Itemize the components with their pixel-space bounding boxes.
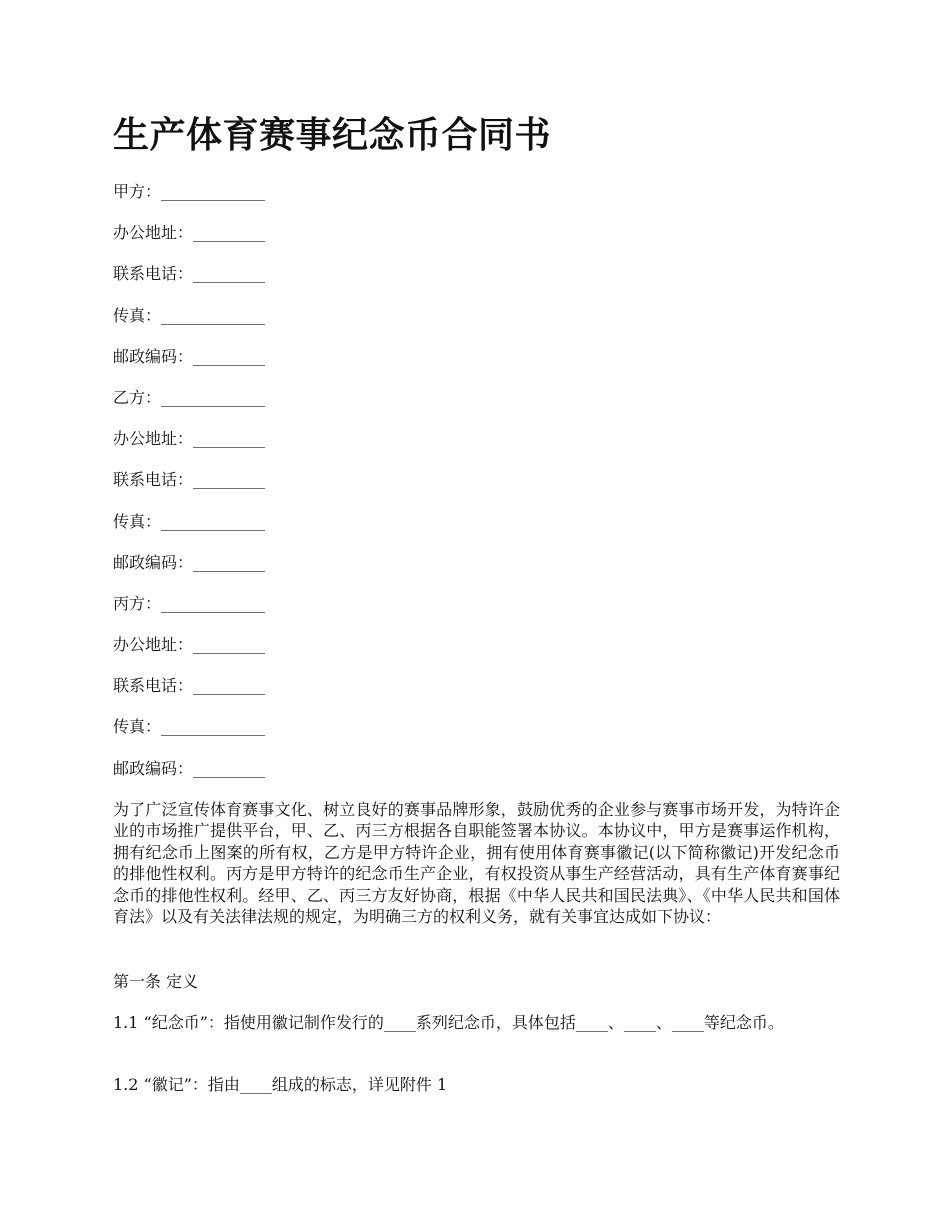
document-title: 生产体育赛事纪念币合同书: [113, 114, 552, 156]
field-blank: _________: [193, 264, 266, 284]
field-label: 传真：: [113, 511, 162, 531]
field-label: 邮政编码：: [113, 758, 194, 778]
field-blank: _________: [193, 552, 266, 572]
field-blank: _________: [193, 429, 266, 449]
field-label: 传真：: [113, 305, 162, 325]
field-blank: _____________: [161, 182, 266, 201]
party-b-fax-field: [113, 510, 840, 551]
field-blank: _________: [193, 223, 266, 243]
field-label: 甲方：: [113, 182, 162, 201]
field-label: 传真：: [113, 717, 162, 737]
field-blank: _____________: [161, 717, 266, 737]
field-label: 邮政编码：: [113, 346, 194, 366]
party-info-list: [113, 180, 840, 798]
field-blank: _________: [193, 758, 266, 778]
party-b-address-field: [113, 427, 840, 468]
party-c-postcode-field: [113, 757, 840, 798]
field-blank: _________: [193, 635, 266, 655]
field-label: 联系电话：: [113, 676, 194, 696]
field-label: 办公地址：: [113, 223, 194, 243]
field-label: 办公地址：: [113, 429, 194, 449]
field-blank: _________: [193, 470, 266, 490]
party-a-address-field: [113, 221, 840, 262]
intro-paragraph: 为了广泛宣传体育赛事文化、树立良好的赛事品牌形象，鼓励优秀的企业参与赛事市场开发，为特许企业的市场推广提供平台，甲、乙、丙三方根据各自职能签署本协议。本协议中，甲方是赛事运作机构，拥有纪念币上图案的所有权，乙方是甲方特许企业，拥有使用体育赛事徽记(以下简称徽记)开发纪念币的排他性权利。丙方是甲方特许的纪念币生产企业，有权投资从事生产经营活动，具有生产体育赛事纪念币的排他性权利。经甲、乙、丙三方友好协商，根据《中华人民共和国民法典》、《中华人民共和国体育法》以及有关法律法规的规定，为明确三方的权利义务，就有关事宜达成如下协议：: [113, 800, 840, 927]
party-c-name-field: [113, 592, 840, 633]
definition-1-1: 1.1 “纪念币”：指使用徽记制作发行的____系列纪念币，具体包括____、____、____等纪念币。: [113, 1013, 784, 1032]
definition-1-2: 1.2 “徽记”：指由____组成的标志，详见附件 1: [113, 1075, 448, 1094]
field-blank: _____________: [161, 511, 266, 531]
field-label: 联系电话：: [113, 264, 194, 284]
field-label: 乙方：: [113, 387, 162, 407]
field-label: 办公地址：: [113, 635, 194, 655]
field-blank: _________: [193, 676, 266, 696]
party-c-fax-field: [113, 715, 840, 756]
article-1-heading: 第一条 定义: [113, 972, 199, 991]
party-b-name-field: [113, 386, 840, 427]
party-a-name-field: [113, 180, 840, 221]
field-blank: _____________: [161, 387, 266, 407]
party-a-postcode-field: [113, 345, 840, 386]
field-blank: _________: [193, 346, 266, 366]
field-label: 邮政编码：: [113, 552, 194, 572]
party-b-postcode-field: [113, 551, 840, 592]
party-a-fax-field: [113, 304, 840, 345]
party-c-phone-field: [113, 674, 840, 715]
party-b-phone-field: [113, 468, 840, 509]
field-blank: _____________: [161, 305, 266, 325]
field-blank: _____________: [161, 593, 266, 613]
party-a-phone-field: [113, 262, 840, 303]
party-c-address-field: [113, 633, 840, 674]
field-label: 联系电话：: [113, 470, 194, 490]
field-label: 丙方：: [113, 593, 162, 613]
